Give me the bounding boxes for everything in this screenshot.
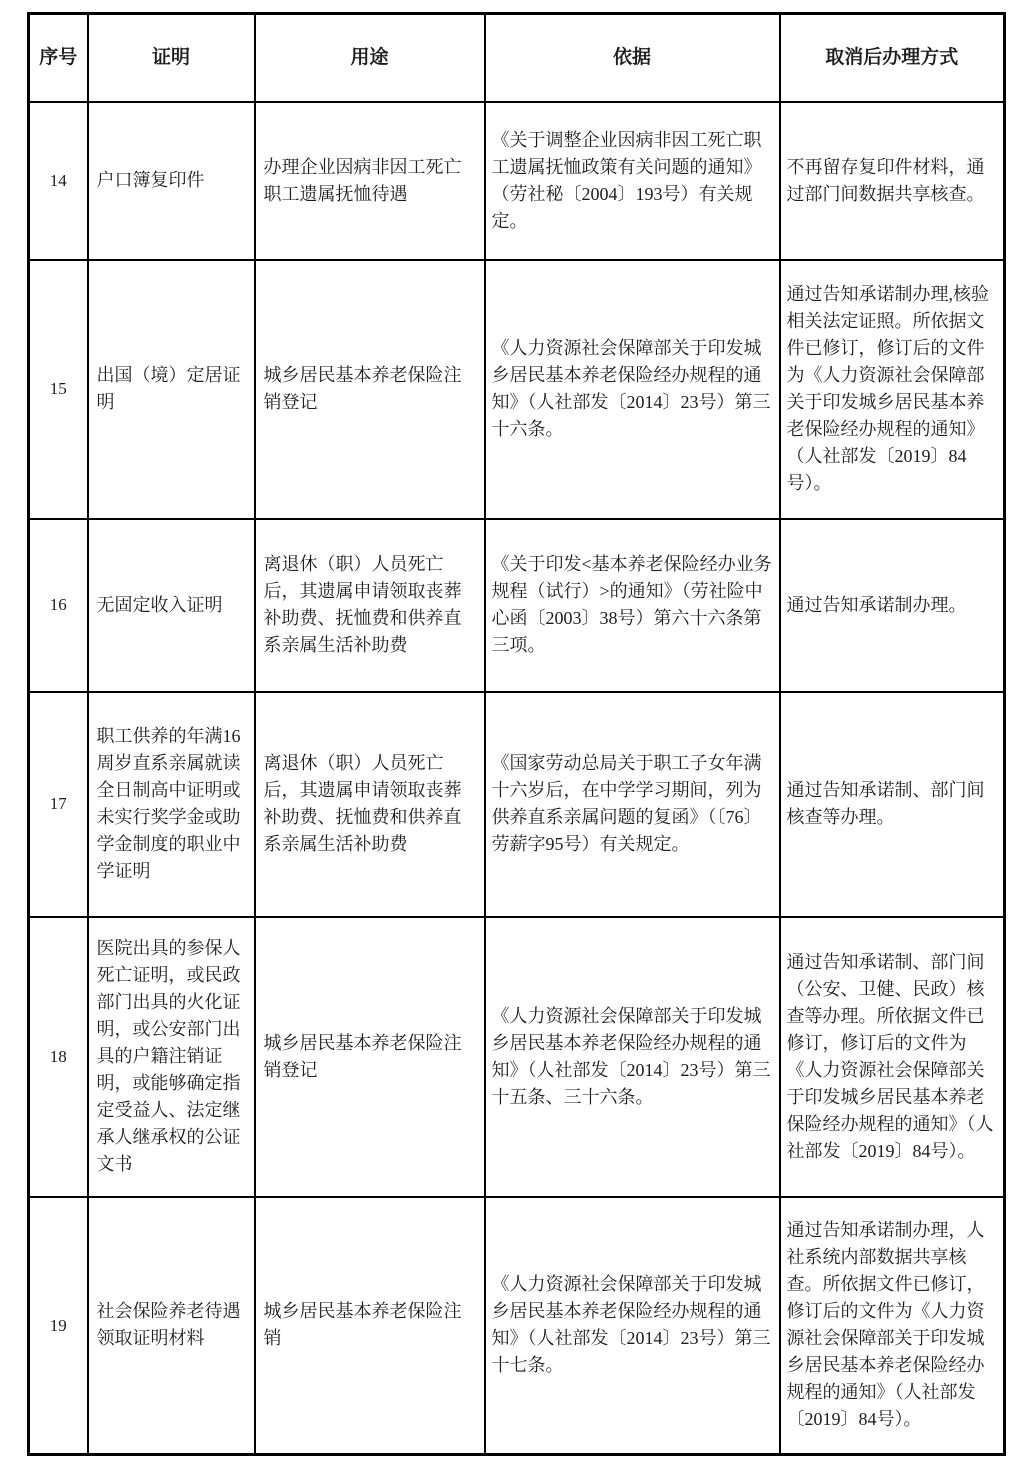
cell-cert: 医院出具的参保人死亡证明，或民政部门出具的火化证明，或公安部门出具的户籍注销证明，或能够确定指定受益人、法定继承人继承权的公证文书 (88, 917, 255, 1197)
cell-purpose: 离退休（职）人员死亡后，其遗属申请领取丧葬补助费、抚恤费和供养直系亲属生活补助费 (255, 692, 485, 917)
col-header-purpose: 用途 (255, 14, 485, 102)
col-header-no: 序号 (29, 14, 88, 102)
cell-no: 14 (29, 102, 88, 260)
table-row (29, 917, 1005, 1197)
cell-basis: 《人力资源社会保障部关于印发城乡居民基本养老保险经办规程的通知》（人社部发〔2014〕23号）第三十五条、三十六条。 (485, 917, 780, 1197)
cell-method: 通过告知承诺制、部门间核查等办理。 (780, 692, 1005, 917)
cell-no: 19 (29, 1197, 88, 1455)
cell-cert: 社会保险养老待遇领取证明材料 (88, 1197, 255, 1455)
col-header-method: 取消后办理方式 (780, 14, 1005, 102)
table-row (29, 102, 1005, 260)
cell-method: 通过告知承诺制办理,核验相关法定证照。所依据文件已修订，修订后的文件为《人力资源社会保障部关于印发城乡居民基本养老保险经办规程的通知》（人社部发〔2019〕84号）。 (780, 260, 1005, 519)
cancelled-certificates-table (27, 12, 1006, 1456)
table-row (29, 692, 1005, 917)
table-row (29, 519, 1005, 692)
cell-purpose: 城乡居民基本养老保险注销登记 (255, 917, 485, 1197)
col-header-cert: 证明 (88, 14, 255, 102)
col-header-basis: 依据 (485, 14, 780, 102)
cell-purpose: 城乡居民基本养老保险注销 (255, 1197, 485, 1455)
cell-purpose: 城乡居民基本养老保险注销登记 (255, 260, 485, 519)
cell-cert: 户口簿复印件 (88, 102, 255, 260)
cell-no: 18 (29, 917, 88, 1197)
cell-method: 不再留存复印件材料，通过部门间数据共享核查。 (780, 102, 1005, 260)
cell-basis: 《关于印发<基本养老保险经办业务规程（试行）>的通知》（劳社险中心函〔2003〕38号）第六十六条第三项。 (485, 519, 780, 692)
cell-purpose: 办理企业因病非因工死亡职工遗属抚恤待遇 (255, 102, 485, 260)
header-row (29, 14, 1005, 102)
cell-cert: 出国（境）定居证明 (88, 260, 255, 519)
cell-method: 通过告知承诺制办理，人社系统内部数据共享核查。所依据文件已修订，修订后的文件为《人力资源社会保障部关于印发城乡居民基本养老保险经办规程的通知》（人社部发〔2019〕84号）。 (780, 1197, 1005, 1455)
cell-no: 15 (29, 260, 88, 519)
table-row (29, 260, 1005, 519)
cell-basis: 《人力资源社会保障部关于印发城乡居民基本养老保险经办规程的通知》（人社部发〔2014〕23号）第三十七条。 (485, 1197, 780, 1455)
cell-method: 通过告知承诺制办理。 (780, 519, 1005, 692)
cell-no: 16 (29, 519, 88, 692)
cell-basis: 《关于调整企业因病非因工死亡职工遗属抚恤政策有关问题的通知》（劳社秘〔2004〕193号）有关规定。 (485, 102, 780, 260)
cell-no: 17 (29, 692, 88, 917)
cell-method: 通过告知承诺制、部门间（公安、卫健、民政）核查等办理。所依据文件已修订，修订后的文件为《人力资源社会保障部关于印发城乡居民基本养老保险经办规程的通知》（人社部发〔2019〕84号）。 (780, 917, 1005, 1197)
cell-cert: 职工供养的年满16周岁直系亲属就读全日制高中证明或未实行奖学金或助学金制度的职业中学证明 (88, 692, 255, 917)
cell-purpose: 离退休（职）人员死亡后，其遗属申请领取丧葬补助费、抚恤费和供养直系亲属生活补助费 (255, 519, 485, 692)
cell-basis: 《国家劳动总局关于职工子女年满十六岁后，在中学学习期间，列为供养直系亲属问题的复函》（〔76〕劳薪字95号）有关规定。 (485, 692, 780, 917)
cell-basis: 《人力资源社会保障部关于印发城乡居民基本养老保险经办规程的通知》（人社部发〔2014〕23号）第三十六条。 (485, 260, 780, 519)
cell-cert: 无固定收入证明 (88, 519, 255, 692)
table-row (29, 1197, 1005, 1455)
